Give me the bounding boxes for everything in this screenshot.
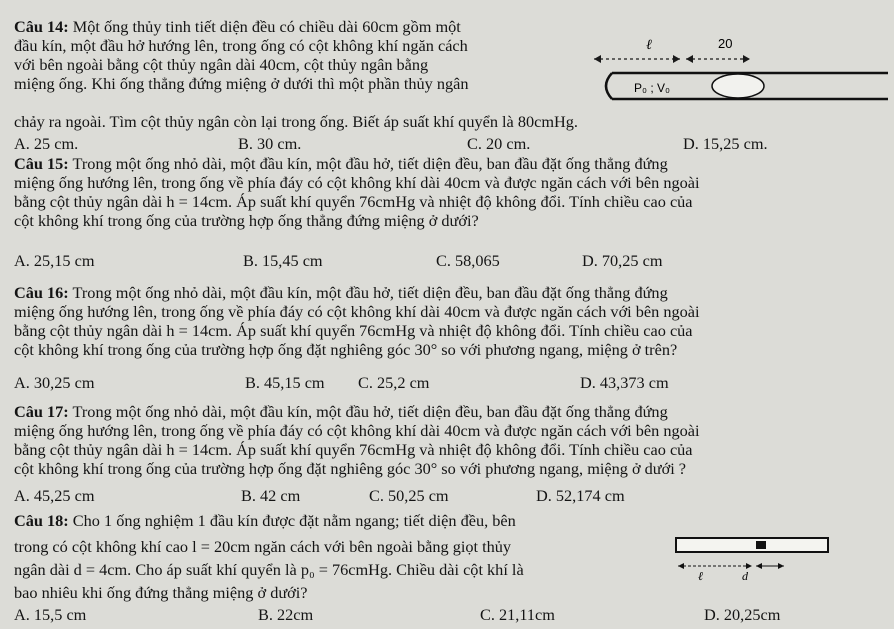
q14-mercury-drop	[712, 74, 764, 98]
q14-option-b: B. 30 cm.	[238, 134, 302, 153]
q14-line-3: với bên ngoài bằng cột thủy ngân dài 40cm, cột thủy ngân bằng	[14, 55, 429, 74]
q17-line-2: miệng ống hướng lên, trong ống về phía đáy có cột không khí dài 40cm và được ngăn cách với bên ngoài	[14, 421, 700, 440]
q18-line-3: ngân dài d = 4cm. Cho áp suất khí quyển là p₀ = 76cmHg. Chiều dài cột khí là	[14, 560, 524, 579]
q14-gas-label: P₀ ; V₀	[634, 81, 670, 95]
q18-option-a: A. 15,5 cm	[14, 605, 87, 624]
q16-line-1: Câu 16: Trong một ống nhỏ dài, một đầu kín, một đầu hở, tiết diện đều, ban đầu đặt ống thẳng đứng	[14, 283, 668, 302]
q14-mercury-label: 20	[718, 36, 733, 51]
q17-label: Câu 17:	[14, 402, 69, 421]
q15-option-a: A. 25,15 cm	[14, 251, 95, 270]
q16-line-2: miệng ống hướng lên, trong ống về phía đáy có cột không khí dài 40cm và được ngăn cách với bên ngoài	[14, 302, 700, 321]
q17-line-1: Câu 17: Trong một ống nhỏ dài, một đầu kín, một đầu hở, tiết diện đều, ban đầu đặt ống thẳng đứng	[14, 402, 668, 421]
q16-line-4: cột không khí trong ống của trường hợp ống đặt nghiêng góc 30° so với phương ngang, miệng ở trên?	[14, 340, 678, 359]
q14-length-label: ℓ	[646, 38, 652, 53]
q18-option-b: B. 22cm	[258, 605, 314, 624]
q14-option-d: D. 15,25 cm.	[683, 134, 768, 153]
q17-line-4: cột không khí trong ống của trường hợp ống đặt nghiêng góc 30° so với phương ngang, miệng ở dưới ?	[14, 459, 687, 478]
q18-option-d: D. 20,25cm	[704, 605, 781, 624]
q14-option-a: A. 25 cm.	[14, 134, 79, 153]
q16-option-c: C. 25,2 cm	[358, 373, 430, 392]
q15-option-d: D. 70,25 cm	[582, 251, 663, 270]
q18-mercury-drop	[756, 541, 766, 549]
q14-line-1: Câu 14: Một ống thủy tinh tiết diện đều có chiều dài 60cm gồm một	[14, 17, 461, 36]
q16-option-d: D. 43,373 cm	[580, 373, 669, 392]
q18-label: Câu 18:	[14, 511, 69, 530]
q14-line-2: đầu kín, một đầu hở hướng lên, trong ống có cột không khí ngăn cách	[14, 36, 468, 55]
q16-option-b: B. 45,15 cm	[245, 373, 325, 392]
q16-label: Câu 16:	[14, 283, 69, 302]
q15-line-1: Câu 15: Trong một ống nhỏ dài, một đầu kín, một đầu hở, tiết diện đều, ban đầu đặt ống thẳng đứng	[14, 154, 668, 173]
q14-label: Câu 14:	[14, 17, 69, 36]
q18-tube-figure	[672, 532, 832, 582]
q17-option-d: D. 52,174 cm	[536, 486, 625, 505]
q18-line-2: trong có cột không khí cao l = 20cm ngăn cách với bên ngoài bằng giọt thủy	[14, 537, 512, 556]
q14-line-4: miệng ống. Khi ống thẳng đứng miệng ở dưới thì một phần thủy ngân	[14, 74, 469, 93]
q18-option-c: C. 21,11cm	[480, 605, 555, 624]
q15-option-b: B. 15,45 cm	[243, 251, 323, 270]
q15-label: Câu 15:	[14, 154, 69, 173]
q14-line-5: chảy ra ngoài. Tìm cột thủy ngân còn lại trong ống. Biết áp suất khí quyển là 80cmHg.	[14, 112, 578, 131]
q15-line-3: bằng cột thủy ngân dài h = 14cm. Áp suất khí quyển 76cmHg và nhiệt độ không đổi. Tính chiều cao của	[14, 192, 693, 211]
q14-tube-figure	[590, 30, 890, 110]
q16-line-3: bằng cột thủy ngân dài h = 14cm. Áp suất khí quyển 76cmHg và nhiệt độ không đổi. Tính chiều cao của	[14, 321, 693, 340]
q15-line-2: miệng ống hướng lên, trong ống về phía đáy có cột không khí dài 40cm và được ngăn cách với bên ngoài	[14, 173, 700, 192]
q14-option-c: C. 20 cm.	[467, 134, 531, 153]
q17-line-3: bằng cột thủy ngân dài h = 14cm. Áp suất khí quyển 76cmHg và nhiệt độ không đổi. Tính chiều cao của	[14, 440, 693, 459]
q18-length-label: ℓ	[698, 569, 703, 582]
q18-drop-label: d	[742, 569, 748, 582]
q15-line-4: cột không khí trong ống của trường hợp ống thẳng đứng miệng ở dưới?	[14, 211, 479, 230]
q16-option-a: A. 30,25 cm	[14, 373, 95, 392]
q18-line-1: Câu 18: Cho 1 ống nghiệm 1 đầu kín được đặt nằm ngang; tiết diện đều, bên	[14, 511, 516, 530]
q17-option-b: B. 42 cm	[241, 486, 301, 505]
q18-line-4: bao nhiêu khi ống đứng thẳng miệng ở dưới?	[14, 583, 308, 602]
q17-option-a: A. 45,25 cm	[14, 486, 95, 505]
q15-option-c: C. 58,065	[436, 251, 500, 270]
q17-option-c: C. 50,25 cm	[369, 486, 449, 505]
